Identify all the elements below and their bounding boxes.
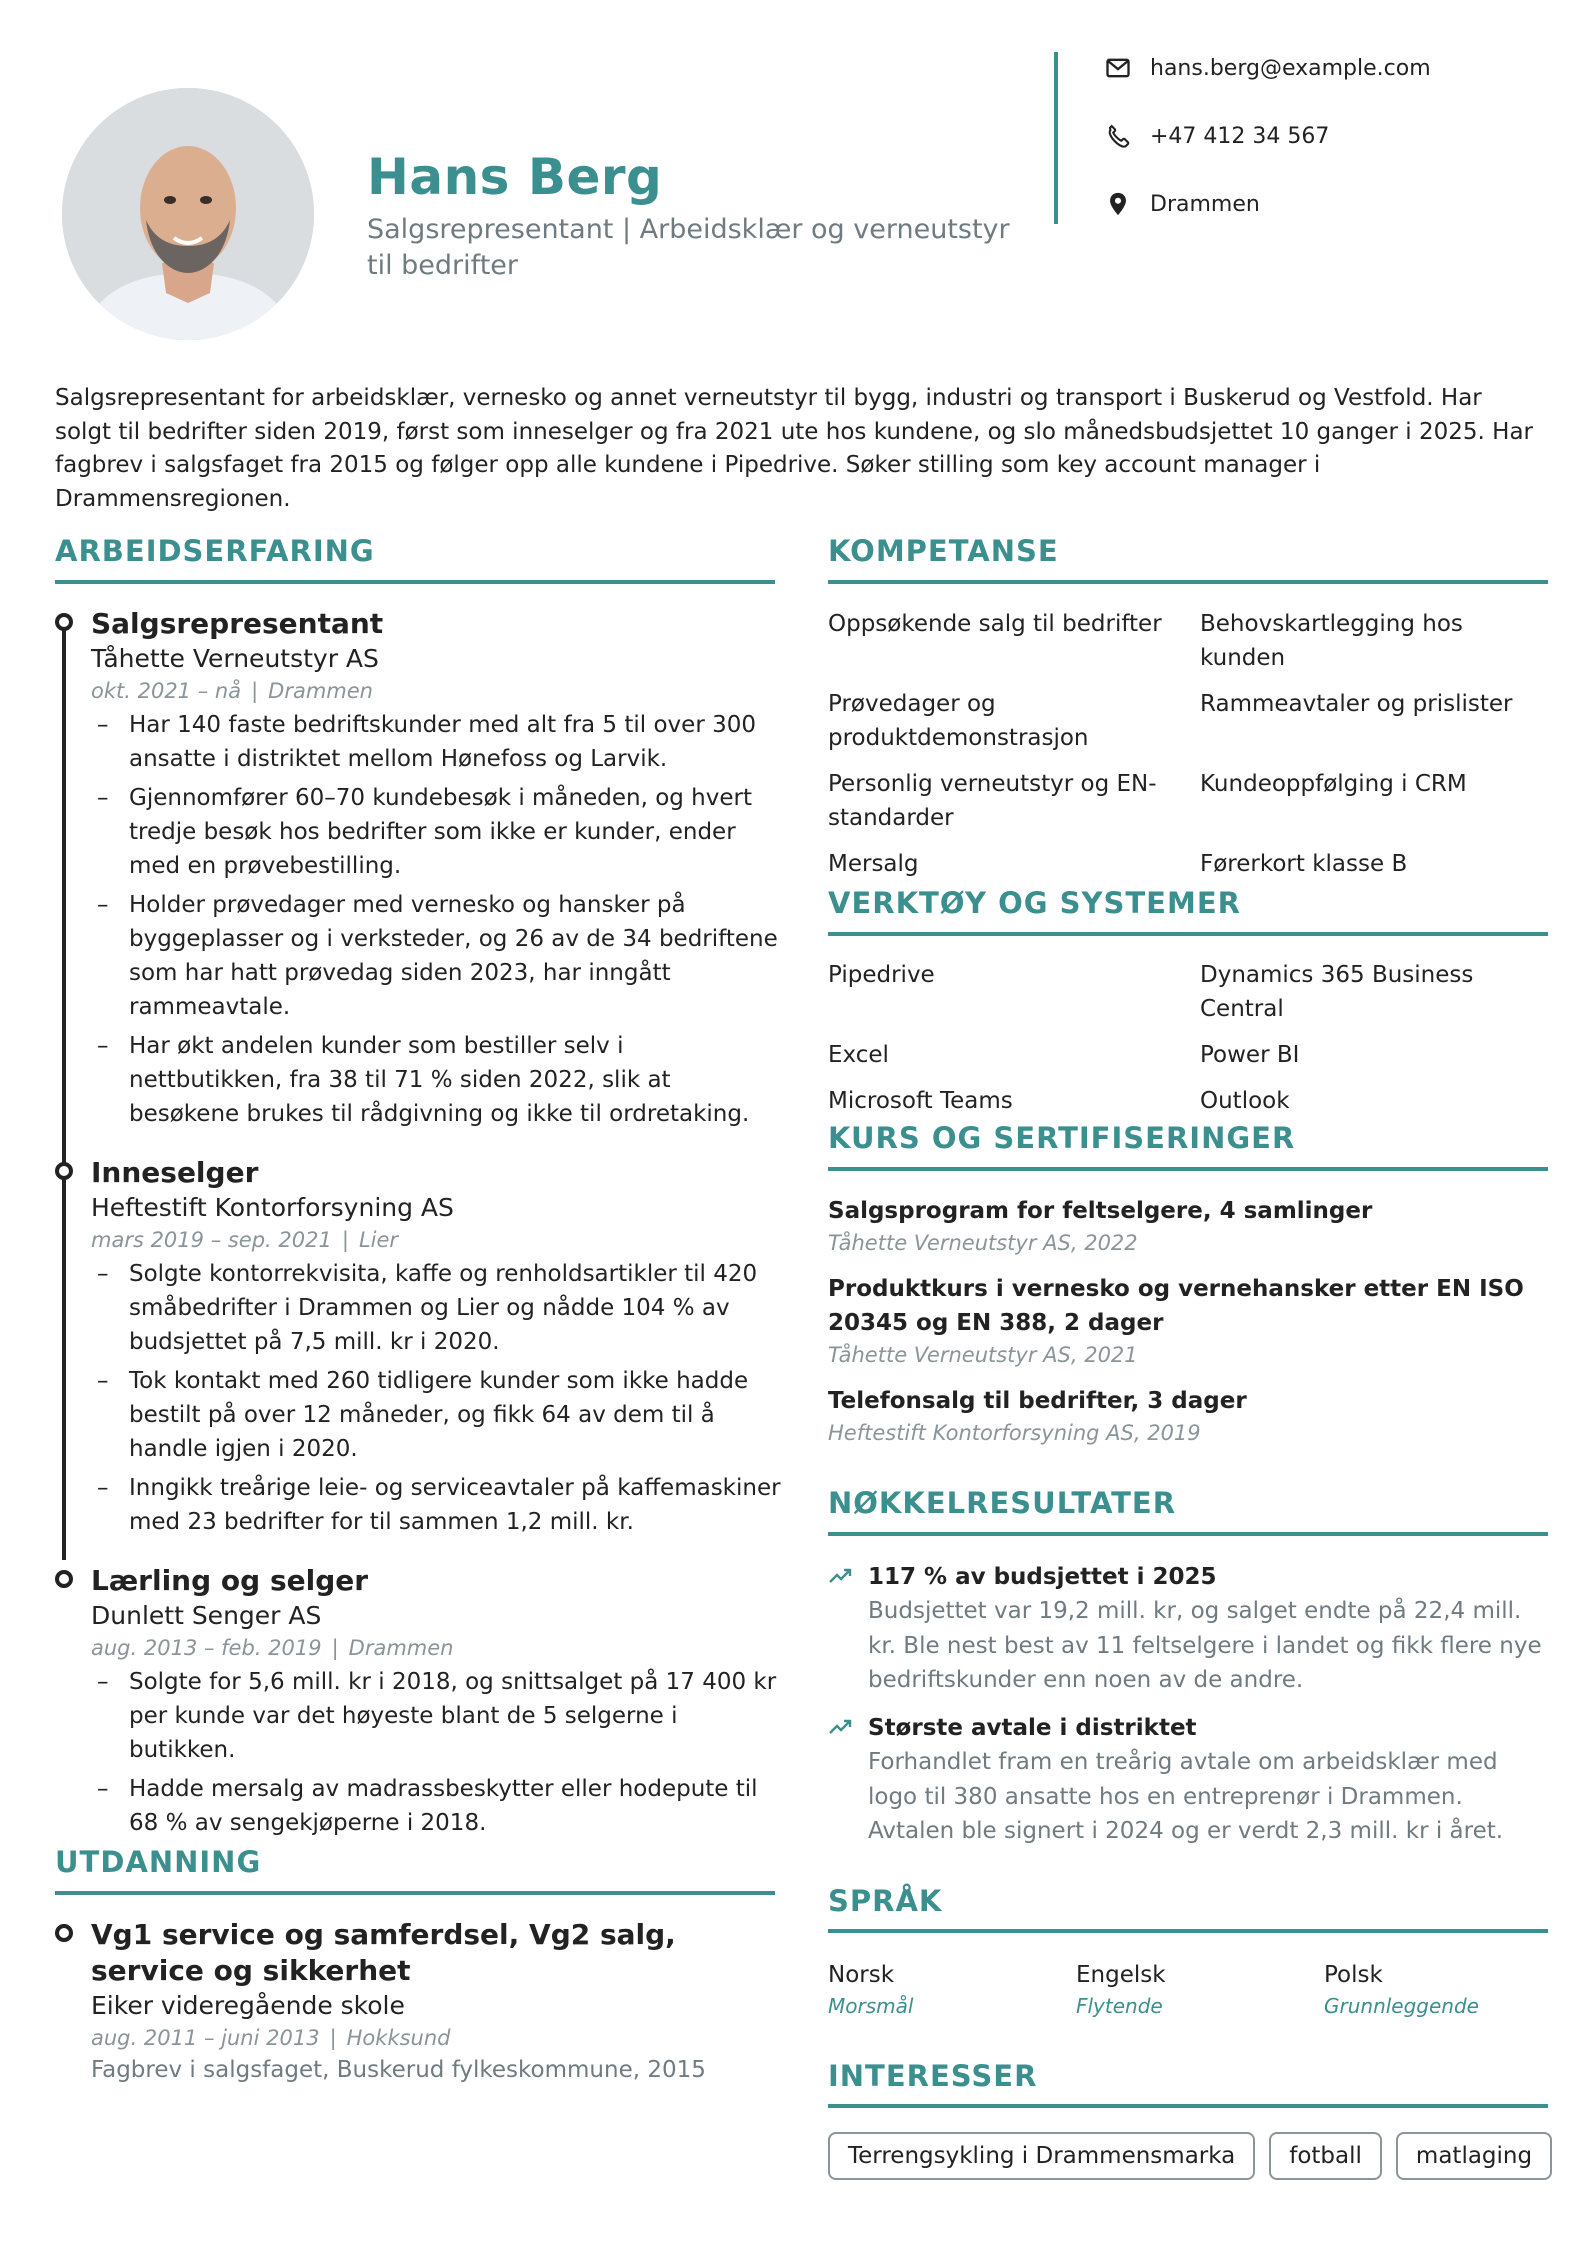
- skill-item: Rammeavtaler og prislister: [1200, 691, 1513, 717]
- language-item: [828, 1958, 913, 2020]
- job-company: Tåhette Verneutstyr AS: [91, 644, 379, 673]
- section-rule: [55, 1891, 775, 1895]
- job-title: Salgsrepresentant: [91, 607, 384, 640]
- tool-item: Microsoft Teams: [828, 1088, 1013, 1114]
- interest-chip: matlaging: [1396, 2132, 1552, 2180]
- section-heading-tools: VERKTØY OG SYSTEMER: [828, 886, 1241, 920]
- language-item: [1324, 1958, 1479, 2020]
- section-rule: [828, 932, 1548, 936]
- education-entry: [91, 1917, 781, 2087]
- job-place: Drammen: [348, 1636, 454, 1660]
- job-meta: mars 2019 – sep. 2021 | Lier: [91, 1228, 399, 1252]
- tool-item: Outlook: [1200, 1088, 1290, 1114]
- bullet-item: – Gjennomfører 60–70 kundebesøk i måneden, og hvert tredje besøk hos bedrifter som ikke er kunder, ender med en prøvebestilling.: [97, 785, 752, 879]
- tool-item: Power BI: [1200, 1042, 1300, 1068]
- headline: Salgsrepresentant | Arbeidsklær og verneutstyr til bedrifter: [367, 214, 1010, 281]
- education-place: Hokksund: [346, 2026, 451, 2050]
- bullet-item: – Inngikk treårige leie- og serviceavtaler på kaffemaskiner med 23 bedrifter for til sammen 1,2 mill. kr.: [97, 1475, 781, 1535]
- bullet-item: – Tok kontakt med 260 tidligere kunder som ikke hadde bestilt på over 12 måneder, og fikk 64 av dem til å handle igjen i 2020.: [97, 1368, 749, 1462]
- skills-grid: [828, 607, 1548, 893]
- section-heading-experience: ARBEIDSERFARING: [55, 534, 375, 568]
- bullet-item: – Holder prøvedager med vernesko og hansker på byggeplasser og i verksteder, og 26 av de 34 bedriftene som har hatt prøvedag siden 2023, har inngått rammeavtale.: [97, 892, 778, 1020]
- language-name: Engelsk: [1076, 1962, 1166, 1988]
- location-pin-icon: [1104, 190, 1132, 218]
- timeline-line: [62, 630, 66, 1560]
- section-heading-courses: KURS OG SERTIFISERINGER: [828, 1121, 1296, 1155]
- job-period: aug. 2013 – feb. 2019: [91, 1636, 322, 1660]
- section-heading-education: UTDANNING: [55, 1845, 262, 1879]
- section-rule: [55, 580, 775, 584]
- section-rule: [828, 1532, 1548, 1536]
- job-entry: [91, 1155, 781, 1544]
- job-meta: aug. 2013 – feb. 2019 | Drammen: [91, 1636, 454, 1660]
- result-text: Forhandlet fram en treårig avtale om arbeidsklær med logo til 380 ansatte hos en entreprenør i Drammen. Avtalen ble signert i 2024 og er verdt 2,3 mill. kr i året.: [868, 1749, 1504, 1844]
- job-period: okt. 2021 – nå: [91, 679, 242, 703]
- job-bullets: [91, 1665, 781, 1840]
- job-meta: okt. 2021 – nå | Drammen: [91, 679, 373, 703]
- phone-text[interactable]: +47 412 34 567: [1150, 123, 1330, 149]
- section-heading-interests: INTERESSER: [828, 2059, 1038, 2093]
- trending-up-icon: [828, 1717, 854, 1737]
- mail-icon: [1104, 54, 1132, 82]
- language-name: Polsk: [1324, 1962, 1383, 1988]
- section-heading-skills: KOMPETANSE: [828, 534, 1059, 568]
- skill-item: Kundeoppfølging i CRM: [1200, 771, 1467, 797]
- section-rule: [828, 1929, 1548, 1933]
- course-meta: Tåhette Verneutstyr AS, 2021: [828, 1343, 1138, 1367]
- bullet-item: – Hadde mersalg av madrassbeskytter eller hodepute til 68 % av sengekjøperne i 2018.: [97, 1776, 758, 1836]
- education-title: Vg1 service og samferdsel, Vg2 salg, service og sikkerhet: [91, 1918, 676, 1987]
- contact-email[interactable]: [1104, 54, 1431, 82]
- section-rule: [828, 1167, 1548, 1171]
- job-period: mars 2019 – sep. 2021: [91, 1228, 332, 1252]
- email-text[interactable]: hans.berg@example.com: [1150, 55, 1431, 81]
- section-rule: [828, 580, 1548, 584]
- job-bullets: [91, 1257, 781, 1539]
- course-entry: [828, 1272, 1548, 1370]
- interest-chip: fotball: [1269, 2132, 1382, 2180]
- course-title: Salgsprogram for feltselgere, 4 samlinger: [828, 1198, 1373, 1224]
- job-entry: [91, 606, 781, 1136]
- tool-item: Excel: [828, 1042, 889, 1068]
- language-level: Flytende: [1076, 1994, 1163, 2018]
- section-heading-results: NØKKELRESULTATER: [828, 1486, 1177, 1520]
- language-item: [1076, 1958, 1166, 2020]
- education-note: Fagbrev i salgsfaget, Buskerud fylkeskommune, 2015: [91, 2057, 706, 2083]
- job-entry: [91, 1563, 781, 1845]
- timeline-dot: [55, 1162, 73, 1180]
- course-meta: Tåhette Verneutstyr AS, 2022: [828, 1231, 1138, 1255]
- timeline-dot: [55, 1570, 73, 1588]
- education-school: Eiker videregående skole: [91, 1991, 405, 2020]
- profile-photo: [62, 88, 314, 340]
- section-rule: [828, 2104, 1548, 2108]
- bullet-item: – Solgte for 5,6 mill. kr i 2018, og snittsalget på 17 400 kr per kunde var det høyeste blant de 5 selgerne i butikken.: [97, 1669, 777, 1763]
- result-entry: [828, 1711, 1548, 1849]
- skill-item: Personlig verneutstyr og EN-standarder: [828, 771, 1157, 831]
- education-period: aug. 2011 – juni 2013: [91, 2026, 320, 2050]
- language-name: Norsk: [828, 1962, 895, 1988]
- course-entry: [828, 1194, 1548, 1258]
- result-title: Største avtale i distriktet: [868, 1715, 1197, 1741]
- location-text: Drammen: [1150, 191, 1260, 217]
- section-heading-languages: SPRÅK: [828, 1884, 943, 1918]
- skill-item: Mersalg: [828, 851, 919, 877]
- trending-up-icon: [828, 1566, 854, 1586]
- profile-summary: Salgsrepresentant for arbeidsklær, vernesko og annet verneutstyr til bygg, industri og transport i Buskerud og Vestfold. Har solgt til bedrifter siden 2019, først som inneselger og fra 2021 ute hos kundene, og slo månedsbudsjettet 10 ganger i 2025. Har fagbrev i salgsfaget fra 2015 og følger opp alle kundene i Pipedrive. Søker stilling som key account manager i Drammensregionen.: [55, 385, 1533, 512]
- tool-item: Dynamics 365 Business Central: [1200, 962, 1474, 1022]
- job-company: Dunlett Senger AS: [91, 1601, 322, 1630]
- course-entry: [828, 1384, 1548, 1448]
- bullet-item: – Har økt andelen kunder som bestiller selv i nettbutikken, fra 38 til 71 % siden 2022, slik at besøkene brukes til rådgivning og ikke til ordretaking.: [97, 1033, 750, 1127]
- job-title: Inneselger: [91, 1156, 259, 1189]
- tools-grid: [828, 958, 1548, 1130]
- skill-item: Førerkort klasse B: [1200, 851, 1408, 877]
- contact-location: [1104, 190, 1260, 218]
- job-place: Drammen: [268, 679, 373, 703]
- language-level: Morsmål: [828, 1994, 914, 2018]
- skill-item: Oppsøkende salg til bedrifter: [828, 611, 1162, 637]
- timeline-dot: [55, 613, 73, 631]
- course-meta: Heftestift Kontorforsyning AS, 2019: [828, 1421, 1201, 1445]
- timeline-dot: [55, 1924, 73, 1942]
- skill-item: Prøvedager og produktdemonstrasjon: [828, 691, 1089, 751]
- tool-item: Pipedrive: [828, 962, 935, 988]
- result-text: Budsjettet var 19,2 mill. kr, og salget endte på 22,4 mill. kr. Ble nest best av 11 feltselgere i landet og fikk flere nye bedriftskunder enn noen av de andre.: [868, 1598, 1542, 1693]
- job-place: Lier: [358, 1228, 399, 1252]
- job-company: Heftestift Kontorforsyning AS: [91, 1193, 454, 1222]
- contact-phone[interactable]: [1104, 122, 1329, 150]
- result-entry: [828, 1560, 1548, 1698]
- interest-chip: Terrengsykling i Drammensmarka: [828, 2132, 1255, 2180]
- candidate-name: Hans Berg: [367, 148, 663, 206]
- interest-chips: [828, 2132, 1566, 2180]
- bullet-item: – Solgte kontorrekvisita, kaffe og renholdsartikler til 420 småbedrifter i Drammen og Lier og nådde 104 % av budsjettet på 7,5 mill. kr i 2020.: [97, 1261, 758, 1355]
- job-title: Lærling og selger: [91, 1564, 369, 1597]
- job-bullets: [91, 708, 781, 1131]
- language-level: Grunnleggende: [1324, 1994, 1479, 2018]
- course-title: Produktkurs i vernesko og vernehansker etter EN ISO 20345 og EN 388, 2 dager: [828, 1276, 1524, 1336]
- contact-divider: [1054, 52, 1058, 224]
- education-meta: aug. 2011 – juni 2013 | Hokksund: [91, 2026, 451, 2050]
- result-title: 117 % av budsjettet i 2025: [868, 1564, 1217, 1590]
- phone-icon: [1104, 122, 1132, 150]
- bullet-item: – Har 140 faste bedriftskunder med alt fra 5 til over 300 ansatte i distriktet mellom Hønefoss og Larvik.: [97, 712, 756, 772]
- course-title: Telefonsalg til bedrifter, 3 dager: [828, 1388, 1247, 1414]
- skill-item: Behovskartlegging hos kunden: [1200, 611, 1463, 671]
